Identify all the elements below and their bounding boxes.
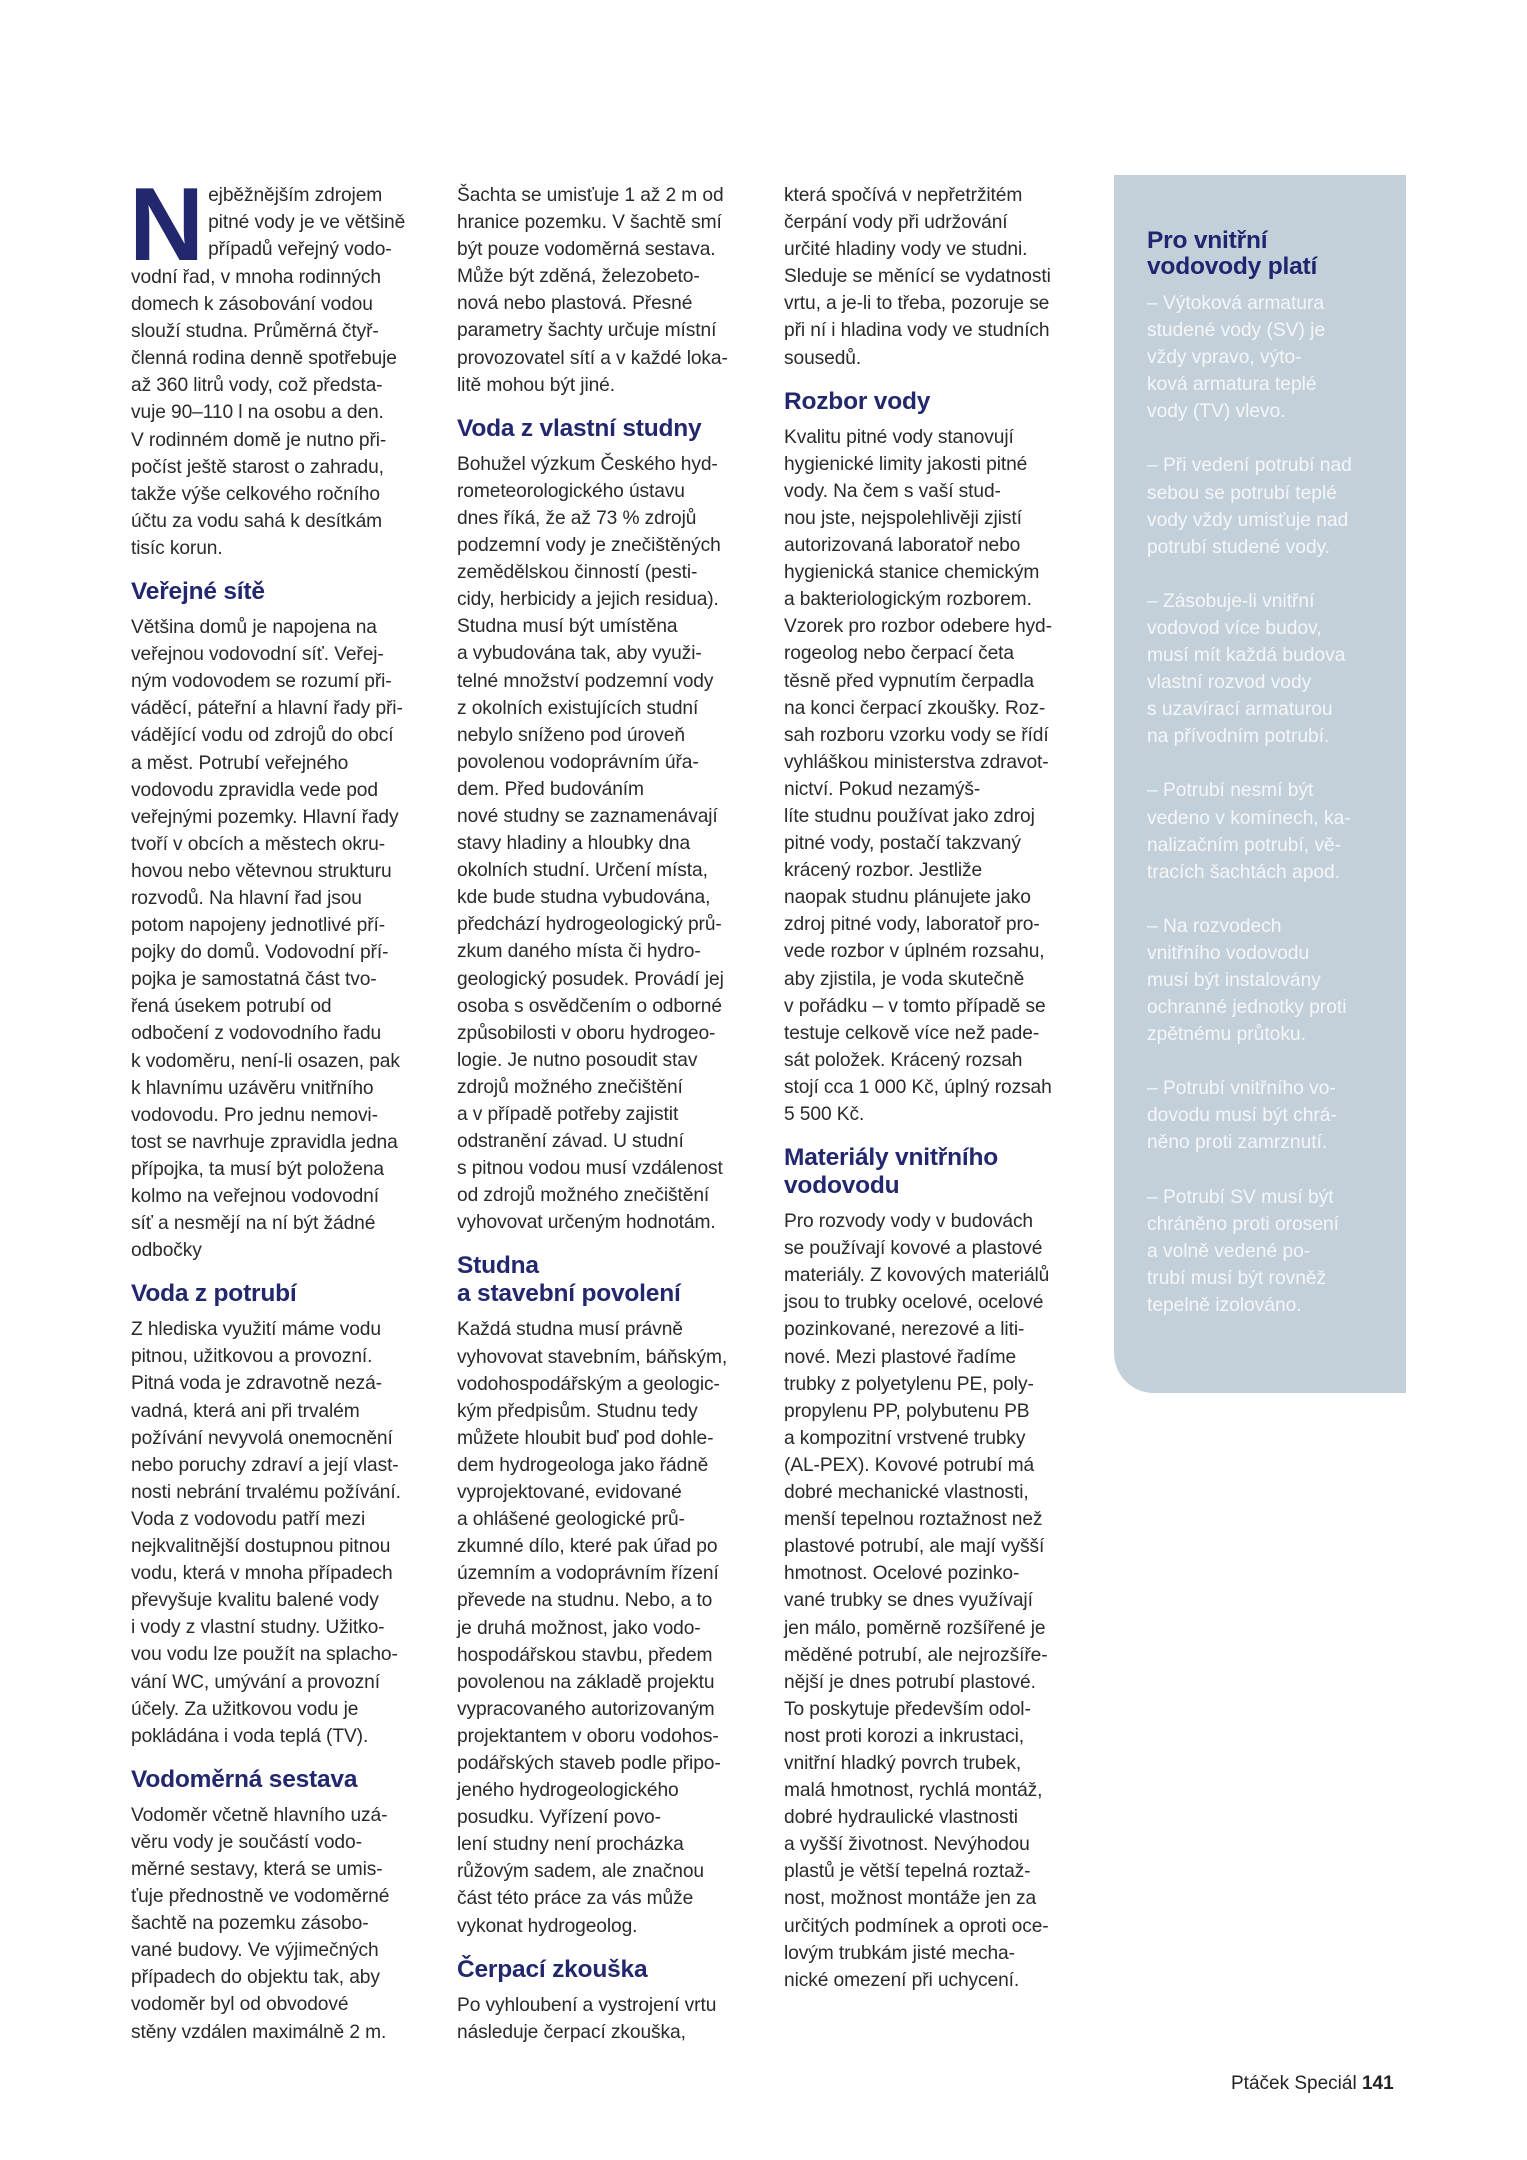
sidebar-list-item [1147, 913, 1397, 1048]
text-line: osoba s osvědčením o odborné [457, 995, 722, 1017]
text-line: pojky do domů. Vodovodní pří- [131, 942, 389, 964]
text-line: vodu, která v mnoha případech [131, 1563, 393, 1585]
text-line: od zdrojů možného znečištění [457, 1185, 710, 1207]
text-line: nebylo sníženo pod úroveň [457, 724, 685, 746]
text-line: růžovým sadem, ale značnou [457, 1861, 704, 1883]
text-line: územním a vodoprávním řízení [457, 1563, 719, 1585]
text-line: v pořádku – v tomto případě se [784, 995, 1046, 1017]
text-line: účtu za vodu sahá k desítkám [131, 510, 383, 532]
text-line: odbočení z vodovodního řadu [131, 1023, 382, 1045]
text-line: následuje čerpací zkouška, [457, 2021, 686, 2043]
text-line: a kompozitní vrstvené trubky [784, 1427, 1026, 1449]
text-line: zkum daného místa či hydro- [457, 941, 701, 963]
text-line: musí být instalovány [1147, 969, 1321, 991]
text-line: Studna musí být umístěna [457, 616, 678, 638]
text-line: vání WC, umývání a provozní [131, 1671, 380, 1693]
text-line: nová nebo plastová. Přesné [457, 293, 693, 315]
text-line: nalizačním potrubí, vě- [1147, 834, 1342, 856]
text-line: pitné vody je ve většině [208, 212, 406, 234]
sidebar-list-item [1147, 1075, 1397, 1156]
text-line: stěny vzdálen maximálně 2 m. [131, 2021, 387, 2043]
text-line: jeného hydrogeologického [457, 1780, 679, 1802]
heading-line: vodovodu [784, 1172, 900, 1200]
text-line: vodohospodářským a geologic- [457, 1373, 720, 1395]
text-line: Každá studna musí právně [457, 1319, 683, 1341]
text-line: 5 500 Kč. [784, 1104, 865, 1125]
text-line: ejběžnějším zdrojem [208, 185, 383, 206]
text-line: váděcí, páteřní a hlavní řady při- [131, 698, 403, 720]
intro-text [131, 264, 431, 562]
text-line: zdroj pitné vody, laboratoř pro- [784, 914, 1040, 936]
text-line: dnes říká, že až 73 % zdrojů [457, 507, 697, 529]
text-line: odbočky [131, 1240, 202, 1262]
text-line: trubí musí být rovněž [1147, 1267, 1327, 1289]
text-line: nost proti korozi a inkrustaci, [784, 1725, 1025, 1747]
text-line: chráněno proti orosení [1147, 1213, 1339, 1235]
text-line: ková armatura teplé [1147, 374, 1317, 396]
heading-line: Pro vnitřní [1147, 227, 1268, 254]
text-line: Šachta se umisťuje 1 až 2 m od [457, 185, 724, 206]
text-line: slouží studna. Průměrná čtyř- [131, 321, 379, 343]
text-line: tvoří v obcích a městech okru- [131, 833, 385, 855]
text-line: stavy hladiny a hloubky dna [457, 833, 691, 855]
text-line: vždy vpravo, výto- [1147, 347, 1302, 369]
text-line: vodoměr byl od obvodové [131, 1994, 349, 2016]
intro-paragraph [129, 167, 431, 562]
text-line: a bakteriologickým rozborem. [784, 589, 1032, 611]
section-verejne-site [131, 578, 431, 1264]
text-line: jen málo, poměrně rozšířené je [784, 1617, 1046, 1639]
article-column-3 [784, 182, 1084, 1994]
text-line: – Potrubí nesmí být [1147, 780, 1314, 802]
text-line: zdrojů možného znečištění [457, 1076, 683, 1098]
text-line: Voda z vodovodu patří mezi [131, 1508, 366, 1530]
text-line: vodovod více budov, [1147, 617, 1322, 639]
text-line: cidy, herbicidy a jejich residua). [457, 589, 719, 611]
text-line: geologický posudek. Provádí jej [457, 968, 724, 990]
text-line: materiály. Z kovových materiálů [784, 1265, 1050, 1287]
text-line: měděné potrubí, ale nejrozšíře- [784, 1644, 1048, 1666]
text-line: vané trubky se dnes využívají [784, 1590, 1033, 1612]
text-line: lovým trubkám jisté mecha- [784, 1942, 1015, 1964]
text-line: logie. Je nutno posoudit stav [457, 1049, 698, 1071]
text-line: Sleduje se měnící se vydatnosti [784, 266, 1051, 288]
text-line: nější je dnes potrubí plastové. [784, 1671, 1036, 1693]
text-line: vody (TV) vlevo. [1147, 401, 1286, 423]
text-line: a vyšší životnost. Nevýhodou [784, 1834, 1030, 1856]
text-line: potrubí studené vody. [1147, 536, 1331, 558]
text-line: musí mít každá budova [1147, 645, 1346, 667]
text-line: se používají kovové a plastové [784, 1238, 1043, 1260]
section-body [457, 451, 757, 1237]
text-line: litě mohou být jiné. [457, 374, 615, 396]
text-line: malá hmotnost, rychlá montáž, [784, 1780, 1043, 1802]
text-line: je druhá možnost, jako vodo- [457, 1617, 701, 1639]
section-body [131, 614, 431, 1264]
text-line: z okolních existujících studní [457, 697, 699, 719]
text-line: k vodoměru, není-li osazen, pak [131, 1050, 400, 1072]
text-line: krácený rozbor. Jestliže [784, 860, 983, 882]
text-line: Vodoměr včetně hlavního uzá- [131, 1804, 388, 1826]
text-line: nické omezení při uchycení. [784, 1969, 1020, 1991]
text-line: telné množství podzemní vody [457, 670, 714, 692]
text-line: i vody z vlastní studny. Užitko- [131, 1617, 385, 1639]
text-line: autorizovaná laboratoř nebo [784, 535, 1021, 557]
text-line: být pouze vodoměrná sestava. [457, 239, 716, 261]
text-line: Pro rozvody vody v budovách [784, 1211, 1034, 1233]
text-line: můžete hloubit buď pod dohle- [457, 1427, 714, 1449]
text-line: plastové potrubí, ale mají vyšší [784, 1536, 1045, 1558]
text-line: tepelně izolováno. [1147, 1294, 1302, 1316]
text-line: hospodářskou stavbu, předem [457, 1644, 713, 1666]
text-line: hranice pozemku. V šachtě smí [457, 212, 722, 234]
text-line: těsně před vypnutím čerpadla [784, 670, 1034, 692]
text-line: podzemní vody je znečištěných [457, 535, 721, 557]
text-line: nové. Mezi plastové řadíme [784, 1346, 1017, 1368]
text-line: provozovatel sítí a v každé loka- [457, 347, 728, 369]
section-vodomerna-sestava [131, 1766, 431, 2046]
section-voda-z-vlastni-studny [457, 415, 757, 1237]
text-line: která spočívá v nepřetržitém [784, 185, 1023, 206]
text-line: tost se navrhuje zpravidla jedna [131, 1131, 398, 1153]
text-line: – Potrubí SV musí být [1147, 1186, 1334, 1208]
text-line: sebou se potrubí teplé [1147, 482, 1337, 504]
text-line: zpětnému průtoku. [1147, 1024, 1306, 1046]
text-line: rometeorologického ústavu [457, 480, 685, 502]
text-line: šachtě na pozemku zásobo- [131, 1913, 369, 1935]
text-line: a v případě potřeby zajistit [457, 1104, 679, 1125]
text-line: vody. Na čem s vaší stud- [784, 480, 1001, 502]
text-line: odstranění závad. U studní [457, 1131, 684, 1153]
text-line: nost, možnost montáže jen za [784, 1888, 1037, 1910]
text-line: vadná, která ani při trvalém [131, 1400, 360, 1422]
section-body [784, 1208, 1084, 1994]
text-line: projektantem v oboru vodohos- [457, 1725, 719, 1747]
text-line: posudku. Vyřízení povo- [457, 1807, 661, 1829]
text-line: čerpání vody při udržování [784, 212, 1008, 234]
text-line: (AL-PEX). Kovové potrubí má [784, 1454, 1035, 1476]
text-line: domech k zásobování vodou [131, 294, 373, 316]
text-line: a vybudována tak, aby využi- [457, 643, 702, 665]
text-line: až 360 litrů vody, což předsta- [131, 375, 383, 397]
text-line: vuje 90–110 l na osobu a den. [131, 402, 384, 424]
section-heading: Voda z vlastní studny [457, 414, 702, 442]
text-line: Pitná voda je zdravotně nezá- [131, 1373, 382, 1395]
text-line: veřejnou vodovodní síť. Veřej- [131, 644, 384, 666]
text-line: vrtu, a je-li to třeba, pozoruje se [784, 293, 1050, 315]
text-line: povolenou na základě projektu [457, 1671, 715, 1693]
section-body [131, 1802, 431, 2046]
section-heading: Rozbor vody [784, 387, 931, 415]
text-line: vodní řad, v mnoha rodinných [131, 267, 381, 288]
text-line: plastů je větší tepelná roztaž- [784, 1861, 1031, 1883]
text-line: kde bude studna vybudována, [457, 887, 711, 909]
text-line: Většina domů je napojena na [131, 617, 377, 639]
text-line: nebo poruchy zdraví a její vlast- [131, 1454, 399, 1476]
text-line: tisíc korun. [131, 537, 223, 559]
text-line: vlastní rozvod vody [1147, 672, 1312, 694]
text-line: rogeolog nebo čerpací četa [784, 643, 1014, 665]
text-line: a volně vedené po- [1147, 1240, 1311, 1262]
text-line: jsou to trubky ocelové, ocelové [784, 1292, 1044, 1314]
text-line: tracích šachtách apod. [1147, 861, 1341, 883]
text-line: vodovodu. Pro jednu nemovi- [131, 1104, 378, 1126]
text-line: Po vyhloubení a vystrojení vrtu [457, 1994, 717, 2016]
text-line: vyprojektované, evidované [457, 1482, 682, 1504]
text-line: nejkvalitnější dostupnou pitnou [131, 1536, 391, 1558]
text-line: vede rozbor v úplném rozsahu, [784, 941, 1045, 963]
text-line: ným vodovodem se rozumí při- [131, 671, 392, 693]
text-line: vodovodu zpravidla vede pod [131, 779, 378, 801]
text-line: členná rodina denně spotřebuje [131, 348, 397, 370]
text-line: ochranné jednotky proti [1147, 997, 1347, 1019]
section-body [131, 1316, 431, 1750]
text-line: účely. Za užitkovou vodu je [131, 1698, 359, 1720]
text-line: Vzorek pro rozbor odebere hyd- [784, 616, 1052, 638]
page-number: 141 [1361, 2073, 1394, 2094]
text-line: vody vždy umisťuje nad [1147, 509, 1349, 531]
text-line: trubky z polyetylenu PE, poly- [784, 1373, 1034, 1395]
text-line: líte studnu používat jako zdroj [784, 805, 1035, 827]
text-line: pokládána i voda teplá (TV). [131, 1725, 369, 1747]
text-line: hmotnost. Ocelové pozinko- [784, 1563, 1020, 1585]
section-voda-z-potrubi [131, 1280, 431, 1750]
text-line: a měst. Potrubí veřejného [131, 752, 349, 774]
section-cerpaci-zkouska [457, 1956, 757, 2046]
section-heading: Čerpací zkouška [457, 1955, 648, 1983]
text-line: pozinkované, nerezové a liti- [784, 1319, 1025, 1341]
text-line: nictví. Pokud nezamýš- [784, 778, 981, 800]
text-line: přípojka, ta musí být položena [131, 1158, 384, 1180]
text-line: – Výtoková armatura [1147, 293, 1325, 314]
text-line: Bohužel výzkum Českého hyd- [457, 453, 718, 475]
text-line: To poskytuje především odol- [784, 1698, 1031, 1720]
text-line: případů veřejný vodo- [208, 239, 392, 261]
text-line: hygienická stanice chemickým [784, 562, 1040, 584]
text-line: sousedů. [784, 347, 862, 369]
sidebar-list [1147, 290, 1397, 1346]
text-line: něno proti zamrznutí. [1147, 1132, 1328, 1154]
text-line: vyhovovat stavebním, báňským, [457, 1346, 728, 1368]
text-line: pitnou, užitkovou a provozní. [131, 1346, 373, 1368]
text-line: testuje celkově více než pade- [784, 1022, 1040, 1044]
intro-text [784, 182, 1084, 372]
text-line: Kvalitu pitné vody stanovují [784, 426, 1014, 448]
text-line: okolních studní. Určení místa, [457, 860, 708, 882]
text-line: vypracovaného autorizovaným [457, 1698, 715, 1720]
text-line: rozvodů. Na hlavní řad jsou [131, 887, 362, 909]
text-line: na konci čerpací zkoušky. Roz- [784, 697, 1046, 719]
text-line: sát položek. Krácený rozsah [784, 1049, 1023, 1071]
section-body [457, 1992, 757, 2046]
text-line: dobré mechanické vlastnosti, [784, 1482, 1029, 1504]
text-line: kolmo na veřejnou vodovodní [131, 1186, 379, 1207]
text-line: dovodu musí být chrá- [1147, 1105, 1337, 1127]
text-line: počíst ještě starost o zahradu, [131, 456, 384, 478]
text-line: síť a nesmějí na ní být žádné [131, 1213, 376, 1235]
article-column-1 [129, 167, 431, 2046]
text-line: způsobilosti v oboru hydrogeo- [457, 1022, 716, 1044]
text-line: požívání nevyvolá onemocnění [131, 1427, 393, 1449]
text-line: aby zjistila, je voda skutečně [784, 968, 1025, 990]
text-line: převede na studnu. Nebo, a to [457, 1590, 713, 1612]
sidebar-list-item [1147, 777, 1397, 885]
sidebar-list-item [1147, 290, 1397, 425]
section-heading: Vodoměrná sestava [131, 1765, 358, 1793]
text-line: s pitnou vodou musí vzdálenost [457, 1158, 723, 1180]
text-line: lení studny není procházka [457, 1834, 684, 1856]
text-line: ťuje přednostně ve vodoměrné [131, 1886, 390, 1908]
sidebar-list-item [1147, 588, 1397, 751]
text-line: k hlavnímu uzávěru vnitřního [131, 1077, 374, 1099]
text-line: menší tepelnou roztažnost než [784, 1509, 1043, 1531]
text-line: studené vody (SV) je [1147, 320, 1326, 342]
text-line: kým předpisům. Studnu tedy [457, 1400, 698, 1422]
text-line: hygienické limity jakosti pitné [784, 453, 1028, 475]
section-body [784, 424, 1084, 1128]
heading-line: Materiály vnitřního [784, 1144, 999, 1172]
text-line: vádějící vodu od zdrojů do obcí [131, 725, 394, 747]
text-line: sah rozboru vzorku vody se řídí [784, 724, 1049, 746]
section-heading [784, 1144, 1084, 1200]
text-line: zemědělskou činností (pesti- [457, 562, 698, 584]
text-line: určité hladiny vody ve studni. [784, 239, 1028, 261]
heading-line: a stavební povolení [457, 1280, 681, 1308]
sidebar-heading [1147, 228, 1387, 280]
section-studna-a-stavebni-povoleni [457, 1252, 757, 1939]
text-line: vané budovy. Ve výjimečných [131, 1940, 379, 1962]
text-line: měrné sestavy, která se umis- [131, 1858, 383, 1880]
text-line: nové studny se zaznamenávají [457, 805, 718, 827]
section-materialy-vnitrniho-vodovodu [784, 1144, 1084, 1994]
sidebar-list-item [1147, 452, 1397, 560]
text-line: určitých podmínek a oproti oce- [784, 1915, 1049, 1937]
text-line: parametry šachty určuje místní [457, 320, 717, 342]
text-line: Může být zděná, železobeto- [457, 266, 700, 288]
intro-text [457, 182, 757, 399]
text-line: zkumné dílo, které pak úřad po [457, 1536, 718, 1558]
section-heading [457, 1252, 757, 1308]
text-line: vedeno v komínech, ka- [1147, 807, 1351, 829]
text-line: propylenu PP, polybutenu PB [784, 1400, 1030, 1422]
text-line: nou jste, nejspolehlivěji zjistí [784, 507, 1022, 529]
section-rozbor-vody [784, 388, 1084, 1128]
text-line: takže výše celkového ročního [131, 483, 380, 505]
info-sidebar-box [1114, 175, 1406, 1393]
text-line: – Potrubí vnitřního vo- [1147, 1078, 1336, 1100]
text-line: případech do objektu tak, aby [131, 1967, 380, 1989]
text-line: část této práce za vás může [457, 1888, 694, 1910]
text-line: pojka je samostatná část tvo- [131, 969, 377, 991]
text-line: vou vodu lze použít na splacho- [131, 1644, 398, 1666]
publication-name: Ptáček Speciál [1231, 2073, 1362, 2094]
section-heading: Veřejné sítě [131, 578, 265, 606]
text-line: veřejnými pozemky. Hlavní řady [131, 806, 399, 828]
text-line: naopak studnu plánujete jako [784, 887, 1031, 909]
text-line: potom napojeny jednotlivé pří- [131, 915, 386, 937]
text-line: V rodinném domě je nutno při- [131, 429, 387, 451]
text-line: vyhovovat určeným hodnotám. [457, 1212, 716, 1234]
text-line: pitné vody, postačí takzvaný [784, 833, 1021, 855]
text-line: s uzavírací armaturou [1147, 699, 1333, 721]
text-line: – Na rozvodech [1147, 915, 1282, 937]
text-line: Z hlediska využití máme vodu [131, 1319, 381, 1341]
text-line: dem. Před budováním [457, 778, 644, 800]
sidebar-list-item [1147, 1184, 1397, 1319]
text-line: předchází hydrogeologický prů- [457, 914, 722, 936]
drop-cap: N [129, 167, 203, 283]
text-line: převyšuje kvalitu balené vody [131, 1590, 379, 1612]
heading-line: vodovody platí [1147, 253, 1318, 280]
text-line: nosti nebrání trvalému požívání. [131, 1481, 401, 1503]
text-line: dem hydrogeologa jako řádně [457, 1454, 709, 1476]
text-line: podářských staveb podle připo- [457, 1752, 721, 1774]
text-line: hovou nebo větevnou strukturu [131, 860, 392, 882]
text-line: dobré hydraulické vlastnosti [784, 1807, 1018, 1829]
text-line: při ní i hladina vody ve studních [784, 320, 1050, 342]
text-line: – Při vedení potrubí nad [1147, 455, 1352, 477]
article-column-2 [457, 182, 757, 2046]
text-line: povolenou vodoprávním úřa- [457, 751, 699, 773]
text-line: vyhláškou ministerstva zdravot- [784, 751, 1049, 773]
text-line: a ohlášené geologické prů- [457, 1509, 685, 1531]
text-line: vnitřní hladký povrch trubek, [784, 1752, 1022, 1774]
text-line: vykonat hydrogeolog. [457, 1915, 638, 1937]
text-line: na přívodním potrubí. [1147, 726, 1330, 748]
text-line: – Zásobuje-li vnitřní [1147, 590, 1315, 612]
section-heading: Voda z potrubí [131, 1280, 297, 1308]
text-line: vnitřního vodovodu [1147, 942, 1310, 964]
section-body [457, 1316, 757, 1939]
heading-line: Studna [457, 1252, 539, 1280]
text-line: stojí cca 1 000 Kč, úplný rozsah [784, 1076, 1052, 1098]
page-footer [1231, 2073, 1394, 2095]
text-line: věru vody je součástí vodo- [131, 1831, 362, 1853]
text-line: řená úsekem potrubí od [131, 996, 332, 1018]
